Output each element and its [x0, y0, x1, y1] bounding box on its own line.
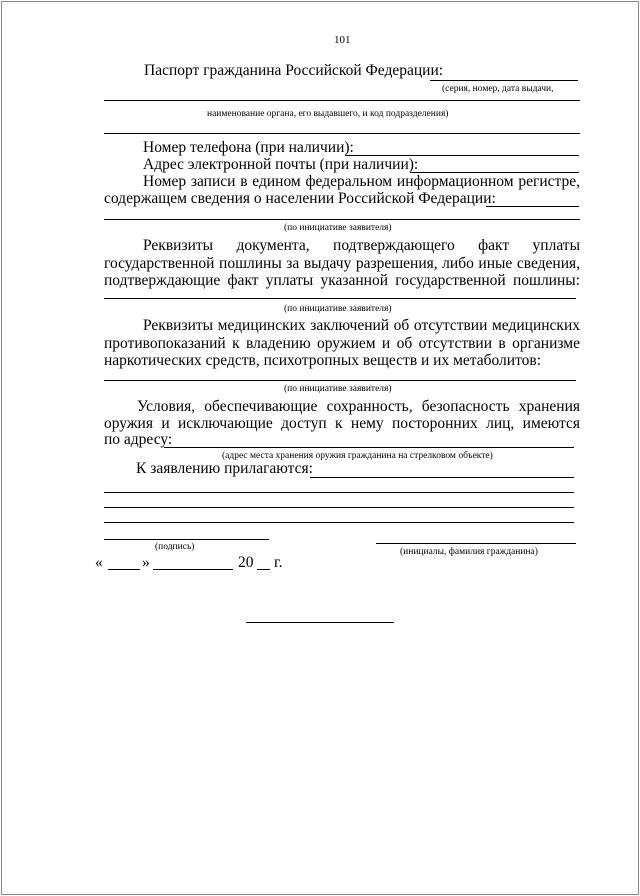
date-year-suffix: г.	[274, 554, 283, 571]
medical-input-line[interactable]	[104, 380, 576, 381]
medical-text-line-3: наркотических средств, психотропных веществ и их метаболитов:	[104, 352, 542, 369]
passport-label: Паспорт гражданина Российской Федерации:	[144, 62, 444, 79]
medical-text-line-1: Реквизиты медицинских заключений об отсутствии медицинских	[143, 317, 580, 334]
name-input-line[interactable]	[376, 543, 576, 544]
storage-text-line-3: по адресу:	[104, 431, 173, 448]
storage-text-line-1: Условия, обеспечивающие сохранность, безопасность хранения	[137, 398, 580, 415]
medical-text-line-2: противопоказаний к владению оружием и об отсутствии в организме	[104, 335, 580, 352]
date-close-quote: »	[142, 554, 150, 571]
fee-input-line[interactable]	[104, 298, 576, 299]
phone-label: Номер телефона (при наличии):	[143, 139, 354, 156]
email-label: Адрес электронной почты (при наличии):	[143, 156, 419, 173]
fee-text-line-2: государственной пошлины за выдачу разрешения, либо иные сведения,	[104, 255, 580, 272]
passport-input-line[interactable]	[430, 80, 578, 81]
passport-input-line-3[interactable]	[104, 133, 580, 134]
date-open-quote: «	[95, 554, 103, 571]
bottom-separator-line	[246, 622, 394, 623]
signature-caption: (подпись)	[155, 542, 195, 552]
registry-text-line-2: содержащем сведения о населении Российской Федерации:	[104, 190, 496, 207]
registry-input-line[interactable]	[486, 206, 579, 207]
attachments-input-line[interactable]	[310, 477, 574, 478]
storage-input-line[interactable]	[164, 447, 574, 448]
passport-input-line-2[interactable]	[104, 100, 580, 101]
storage-caption: (адрес места хранения оружия гражданина на стрелковом объекте)	[222, 451, 493, 461]
fee-text-line-3: подтверждающие факт уплаты указанной государственной пошлины:	[104, 272, 580, 289]
registry-input-line-2[interactable]	[104, 219, 580, 220]
storage-text-line-2: оружия и исключающие доступ к нему посторонних лиц, имеются	[104, 415, 580, 432]
fee-text-line-1: Реквизиты документа, подтверждающего факт уплаты	[143, 237, 580, 254]
attachments-input-line-2[interactable]	[104, 492, 574, 493]
attachments-label: К заявлению прилагаются:	[136, 460, 313, 477]
date-year-prefix: 20	[238, 554, 254, 571]
page-border	[1, 1, 639, 895]
date-year-input[interactable]	[257, 569, 270, 570]
registry-text-line-1: Номер записи в едином федеральном информационном регистре,	[143, 173, 580, 190]
attachments-input-line-3[interactable]	[104, 507, 574, 508]
signature-input-line[interactable]	[104, 539, 269, 540]
name-caption: (инициалы, фамилия гражданина)	[400, 547, 538, 557]
fee-caption: (по инициативе заявителя)	[284, 304, 392, 314]
passport-caption-series: (серия, номер, дата выдачи,	[442, 84, 554, 94]
passport-caption-authority: наименование органа, его выдавшего, и код подразделения)	[207, 109, 449, 119]
medical-caption: (по инициативе заявителя)	[284, 384, 392, 394]
page-number: 101	[334, 34, 351, 46]
attachments-input-line-4[interactable]	[104, 522, 574, 523]
date-day-input[interactable]	[108, 569, 140, 570]
registry-caption: (по инициативе заявителя)	[284, 223, 392, 233]
date-month-input[interactable]	[153, 569, 233, 570]
